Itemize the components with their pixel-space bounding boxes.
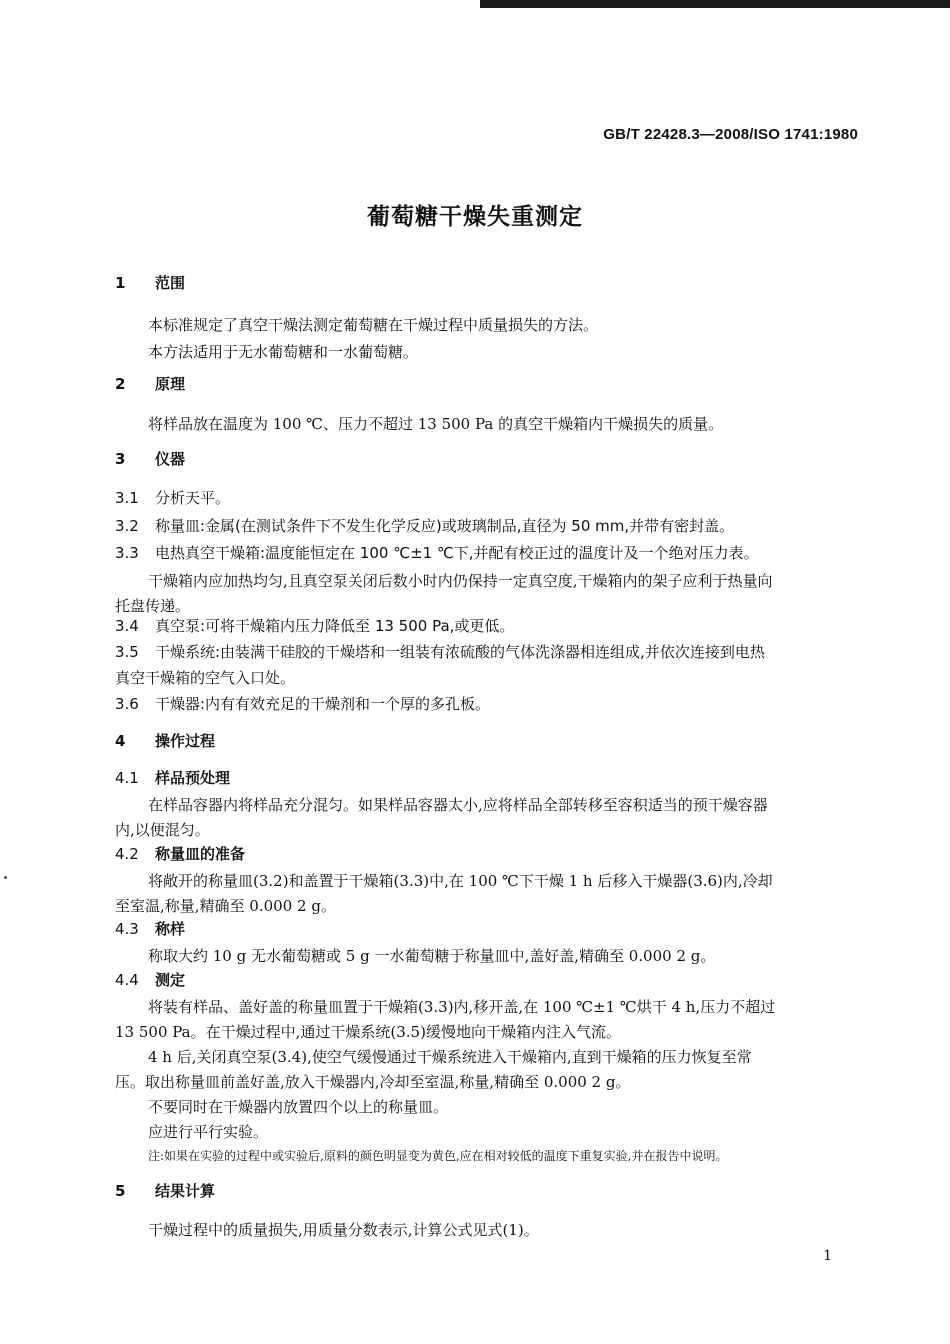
item-number: 3.4 xyxy=(115,617,139,635)
subsection-title: 测定 xyxy=(155,971,186,989)
s4-4-paragraph-3: 不要同时在干燥器内放置四个以上的称量皿。 xyxy=(148,1098,449,1116)
s1-paragraph-2: 本方法适用于无水葡萄糖和一水葡萄糖。 xyxy=(148,343,419,361)
item-number: 3.2 xyxy=(115,517,139,535)
section-number: 1 xyxy=(115,274,126,292)
item-text: 干燥系统:由装满干硅胶的干燥塔和一组装有浓硫酸的气体洗涤器相连组成,并依次连接到电热 xyxy=(155,643,765,661)
section-title: 仪器 xyxy=(155,450,186,468)
subsection-number: 4.2 xyxy=(115,845,139,863)
subsection-4-2-heading xyxy=(115,843,245,864)
s1-paragraph-1: 本标准规定了真空干燥法测定葡萄糖在干燥过程中质量损失的方法。 xyxy=(148,316,599,334)
item-text: 干燥器:内有有效充足的干燥剂和一个厚的多孔板。 xyxy=(155,695,491,713)
s4-4-paragraph-2b: 压。取出称量皿前盖好盖,放入干燥器内,冷却至室温,称量,精确至 0.000 2 g。 xyxy=(115,1073,631,1091)
section-3-heading xyxy=(115,448,185,469)
top-edge-bar xyxy=(480,0,950,8)
section-number: 5 xyxy=(115,1182,126,1200)
s4-4-paragraph-4: 应进行平行实验。 xyxy=(148,1123,269,1141)
subsection-title: 称量皿的准备 xyxy=(155,845,246,863)
item-text: 分析天平。 xyxy=(155,489,231,507)
s4-3-paragraph: 称取大约 10 g 无水葡萄糖或 5 g 一水葡萄糖于称量皿中,盖好盖,精确至 0.000 2 g。 xyxy=(148,947,716,965)
item-text: 称量皿:金属(在测试条件下不发生化学反应)或玻璃制品,直径为 50 mm,并带有密封盖。 xyxy=(155,517,735,535)
subsection-title: 样品预处理 xyxy=(155,769,231,787)
s4-4-paragraph-2a: 4 h 后,关闭真空泵(3.4),使空气缓慢通过干燥系统进入干燥箱内,直到干燥箱的压力恢复至常 xyxy=(148,1048,752,1066)
subsection-4-4-heading xyxy=(115,969,185,990)
item-3-3-continued-a: 干燥箱内应加热均匀,且真空泵关闭后数小时内仍保持一定真空度,干燥箱内的架子应利于热量向 xyxy=(148,572,773,590)
s5-paragraph-1: 干燥过程中的质量损失,用质量分数表示,计算公式见式(1)。 xyxy=(148,1221,539,1239)
item-number: 3.1 xyxy=(115,489,139,507)
item-3-2 xyxy=(115,515,734,536)
item-3-3 xyxy=(115,542,759,563)
section-4-heading xyxy=(115,730,215,751)
page-title: 葡萄糖干燥失重测定 xyxy=(367,204,583,230)
item-text: 真空泵:可将干燥箱内压力降低至 13 500 Pa,或更低。 xyxy=(155,617,515,635)
item-3-5-continued: 真空干燥箱的空气入口处。 xyxy=(115,669,296,687)
item-3-1 xyxy=(115,487,230,508)
subsection-title: 称样 xyxy=(155,920,186,938)
standard-number: GB/T 22428.3—2008/ISO 1741:1980 xyxy=(603,126,858,143)
s4-1-paragraph-a: 在样品容器内将样品充分混匀。如果样品容器太小,应将样品全部转移至容积适当的预干燥容器 xyxy=(148,796,768,814)
section-title: 操作过程 xyxy=(155,732,216,750)
s2-paragraph-1: 将样品放在温度为 100 ℃、压力不超过 13 500 Pa 的真空干燥箱内干燥损失的质量。 xyxy=(148,415,724,433)
s4-1-paragraph-b: 内,以便混匀。 xyxy=(115,821,210,839)
section-title: 结果计算 xyxy=(155,1182,216,1200)
subsection-4-1-heading xyxy=(115,767,230,788)
section-title: 原理 xyxy=(155,375,186,393)
s4-4-paragraph-1b: 13 500 Pa。在干燥过程中,通过干燥系统(3.5)缓慢地向干燥箱内注入气流。 xyxy=(115,1023,621,1041)
item-number: 3.6 xyxy=(115,695,139,713)
item-3-6 xyxy=(115,693,490,714)
item-3-5 xyxy=(115,641,765,662)
section-number: 3 xyxy=(115,450,126,468)
section-5-heading xyxy=(115,1180,215,1201)
subsection-number: 4.3 xyxy=(115,920,139,938)
subsection-4-3-heading xyxy=(115,918,185,939)
s4-2-paragraph-a: 将敞开的称量皿(3.2)和盖置于干燥箱(3.3)中,在 100 ℃下干燥 1 h 后移入干燥器(3.6)内,冷却 xyxy=(148,872,773,890)
section-number: 2 xyxy=(115,375,126,393)
section-1-heading xyxy=(115,272,185,293)
page-number: 1 xyxy=(823,1248,832,1264)
item-number: 3.5 xyxy=(115,643,139,661)
s4-2-paragraph-b: 至室温,称量,精确至 0.000 2 g。 xyxy=(115,897,336,915)
scan-speck xyxy=(4,876,7,879)
section-title: 范围 xyxy=(155,274,186,292)
section-number: 4 xyxy=(115,732,126,750)
item-text: 电热真空干燥箱:温度能恒定在 100 ℃±1 ℃下,并配有校正过的温度计及一个绝对压力表。 xyxy=(155,544,759,562)
note: 注:如果在实验的过程中或实验后,原料的颜色明显变为黄色,应在相对较低的温度下重复实验,并在报告中说明。 xyxy=(148,1149,728,1163)
s4-4-paragraph-1a: 将装有样品、盖好盖的称量皿置于干燥箱(3.3)内,移开盖,在 100 ℃±1 ℃烘干 4 h,压力不超过 xyxy=(148,998,776,1016)
item-3-4 xyxy=(115,615,514,636)
section-2-heading xyxy=(115,373,185,394)
subsection-number: 4.4 xyxy=(115,971,139,989)
item-number: 3.3 xyxy=(115,544,139,562)
item-3-3-continued-b: 托盘传递。 xyxy=(115,597,191,615)
subsection-number: 4.1 xyxy=(115,769,139,787)
